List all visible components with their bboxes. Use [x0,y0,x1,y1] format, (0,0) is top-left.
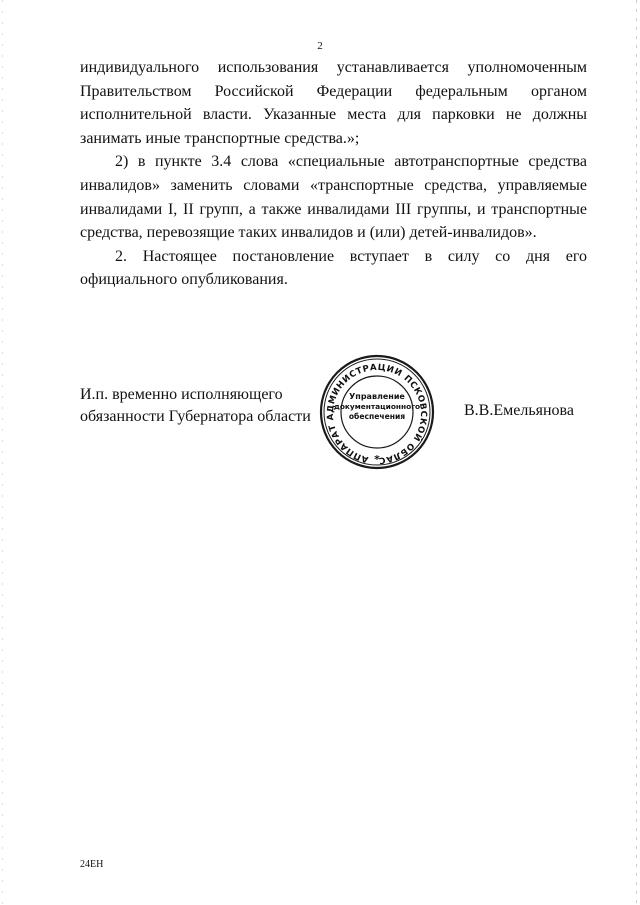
document-body [80,56,587,292]
seal-ring-text: АППАРАТ АДМИНИСТРАЦИИ ПСКОВСКОЙ ОБЛАС [325,362,429,466]
official-seal [313,351,441,471]
seal-center-line-3: обеспечения [348,412,406,421]
paragraph-continuation: индивидуального использования устанавливается уполномоченным Правительством Российской Федерации федеральным органом исполнительной власти. Указанные места для парковки не должны занимать иные транспортные средства.»; [80,59,587,147]
scan-edge-left [2,0,3,905]
signature-position [80,384,311,428]
paragraph-amendment-2: 2) в пункте 3.4 слова «специальные автотранспортные средства инвалидов» заменить словами «транспортные средства, управляемые инвалидами I, II групп, а также инвалидами III группы, и транспортные средства, перевозящие таких инвалидов и (или) детей-инвалидов». [80,153,587,242]
seal-graphic [313,351,441,471]
signature-position-line-1: И.п. временно исполняющего [80,386,283,403]
page-number: 2 [317,40,323,52]
seal-center-line-2: документационного [333,402,421,411]
signature-position-line-2: обязанности Губернатора области [80,408,311,425]
footer-document-code: 24ЕН [80,859,104,870]
signer-name: В.В.Емельянова [464,402,574,419]
seal-center-line-1: Управление [349,392,405,401]
paragraph-effective-date: 2. Настоящее постановление вступает в силу со дня его официального опубликования. [80,247,587,289]
scan-edge-right [636,0,637,905]
seal-star-icon: * [374,453,380,466]
